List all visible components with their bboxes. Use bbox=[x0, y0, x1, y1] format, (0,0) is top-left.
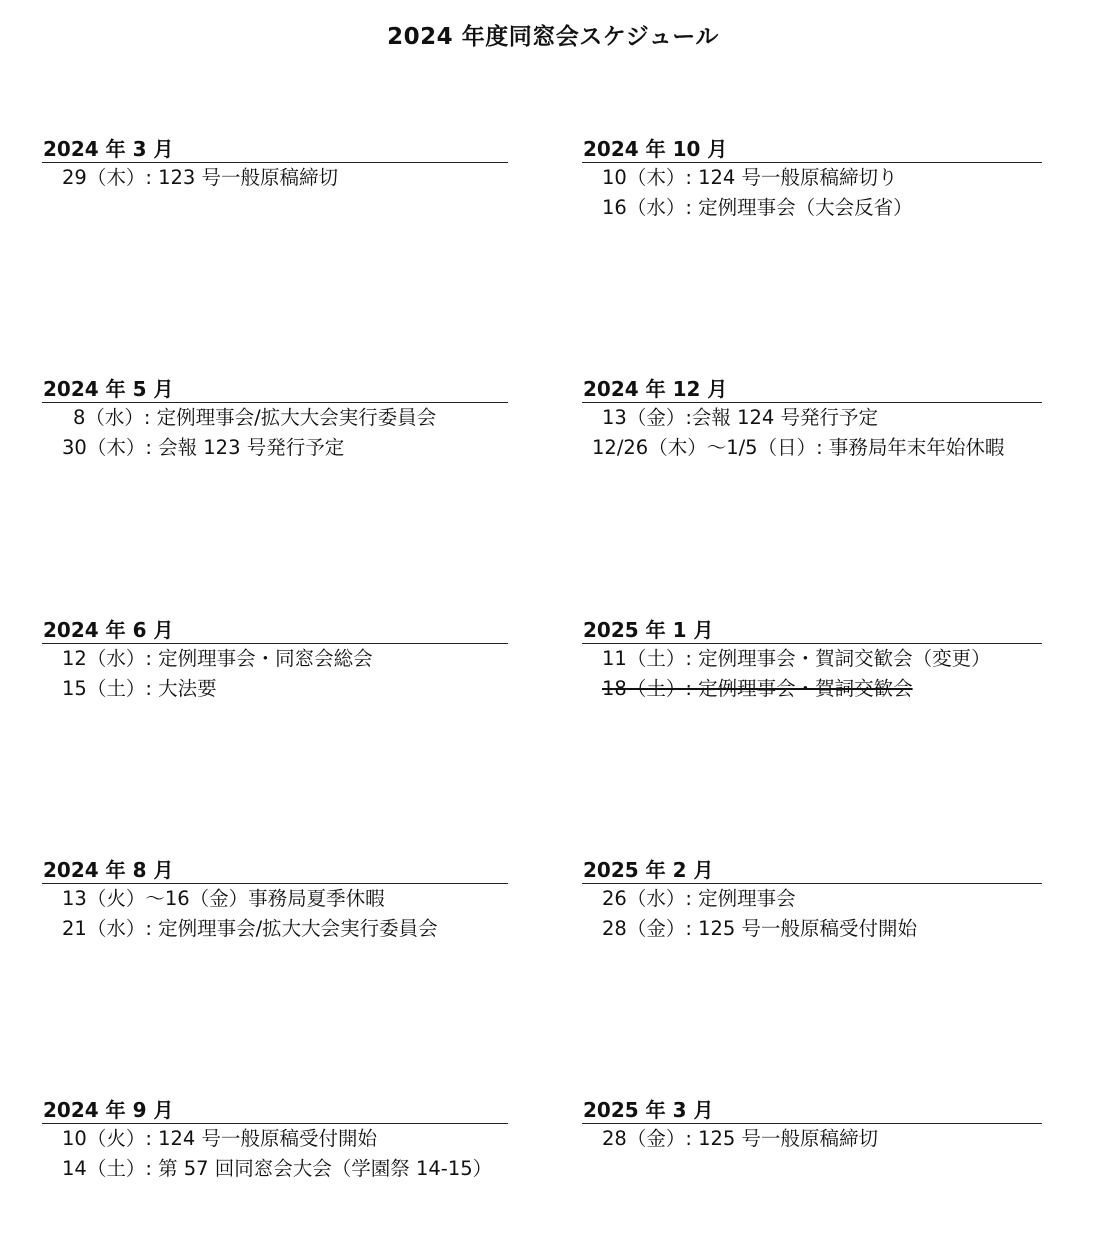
schedule-entry: 10（火）: 124 号一般原稿受付開始 bbox=[62, 1127, 377, 1150]
month-section bbox=[42, 617, 508, 704]
month-heading: 2024 年 8 月 bbox=[42, 857, 508, 884]
month-section bbox=[582, 1097, 1042, 1154]
cancelled-schedule-entry: 18（土）: 定例理事会・賀詞交歓会 bbox=[602, 677, 913, 700]
month-heading: 2024 年 3 月 bbox=[42, 136, 508, 163]
month-heading: 2025 年 1 月 bbox=[582, 617, 1042, 644]
schedule-entry: 16（水）: 定例理事会（大会反省） bbox=[602, 196, 913, 219]
schedule-entry: 30（木）: 会報 123 号発行予定 bbox=[62, 436, 345, 459]
month-section bbox=[42, 136, 508, 193]
schedule-entry: 28（金）: 125 号一般原稿締切 bbox=[602, 1127, 878, 1150]
month-section bbox=[582, 617, 1042, 704]
page-title: 2024 年度同窓会スケジュール bbox=[387, 24, 719, 50]
schedule-entry: 29（木）: 123 号一般原稿締切 bbox=[62, 166, 338, 189]
schedule-entry-list bbox=[582, 163, 1042, 223]
month-heading: 2024 年 6 月 bbox=[42, 617, 508, 644]
schedule-entry: 26（水）: 定例理事会 bbox=[602, 887, 796, 910]
schedule-entry-list bbox=[42, 163, 508, 193]
schedule-entry: 12/26（木）～1/5（日）: 事務局年末年始休暇 bbox=[592, 436, 1005, 459]
schedule-entry-list bbox=[582, 884, 1042, 944]
month-section bbox=[582, 376, 1042, 463]
schedule-entry: 8（水）: 定例理事会/拡大大会実行委員会 bbox=[73, 406, 437, 429]
schedule-entry: 12（水）: 定例理事会・同窓会総会 bbox=[62, 647, 373, 670]
schedule-entry-list bbox=[582, 1124, 1042, 1154]
schedule-entry-list bbox=[42, 403, 508, 463]
month-heading: 2024 年 10 月 bbox=[582, 136, 1042, 163]
schedule-entry: 21（水）: 定例理事会/拡大大会実行委員会 bbox=[62, 917, 438, 940]
month-heading: 2025 年 3 月 bbox=[582, 1097, 1042, 1124]
schedule-entry-list bbox=[42, 884, 508, 944]
schedule-entry: 11（土）: 定例理事会・賀詞交歓会（変更） bbox=[602, 647, 991, 670]
schedule-entry-list bbox=[42, 644, 508, 704]
month-heading: 2024 年 12 月 bbox=[582, 376, 1042, 403]
schedule-entry-list bbox=[42, 1124, 508, 1184]
schedule-entry-list bbox=[582, 644, 1042, 704]
month-heading: 2024 年 9 月 bbox=[42, 1097, 508, 1124]
schedule-entry: 13（火）～16（金）事務局夏季休暇 bbox=[62, 887, 385, 910]
month-heading: 2025 年 2 月 bbox=[582, 857, 1042, 884]
schedule-entry: 28（金）: 125 号一般原稿受付開始 bbox=[602, 917, 917, 940]
schedule-entry-list bbox=[582, 403, 1042, 463]
month-section bbox=[42, 857, 508, 944]
schedule-entry: 10（木）: 124 号一般原稿締切り bbox=[602, 166, 898, 189]
month-section bbox=[42, 1097, 508, 1184]
schedule-entry: 14（土）: 第 57 回同窓会大会（学園祭 14-15） bbox=[62, 1157, 493, 1180]
month-section bbox=[582, 136, 1042, 223]
month-section bbox=[582, 857, 1042, 944]
schedule-entry: 13（金）:会報 124 号発行予定 bbox=[602, 406, 878, 429]
month-heading: 2024 年 5 月 bbox=[42, 376, 508, 403]
month-section bbox=[42, 376, 508, 463]
schedule-entry: 15（土）: 大法要 bbox=[62, 677, 217, 700]
